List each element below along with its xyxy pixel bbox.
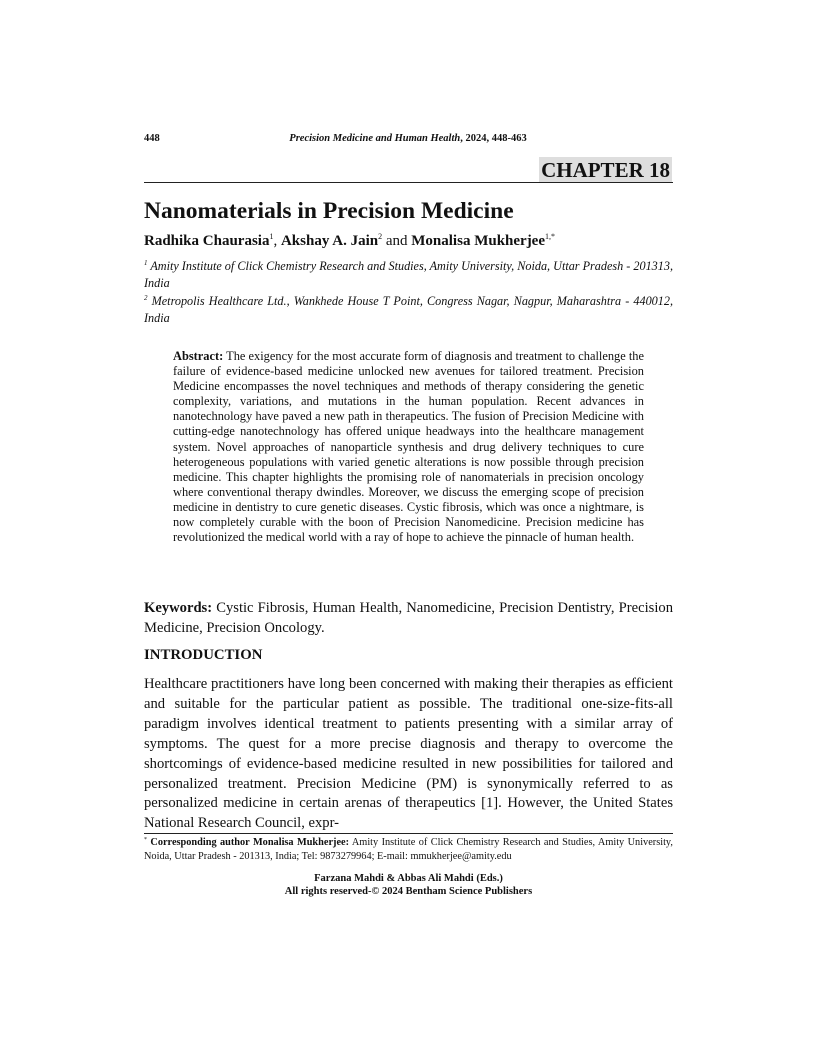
footnote-mark: * (144, 837, 147, 843)
affiliation-mark: 2 (144, 294, 148, 302)
affiliation (144, 293, 673, 327)
journal-title: Precision Medicine and Human Health (289, 133, 461, 144)
chapter-label: CHAPTER 18 (541, 158, 670, 182)
keywords (144, 598, 673, 638)
footnote (144, 836, 673, 863)
chapter-title: Nanomaterials in Precision Medicine (144, 198, 514, 224)
body-paragraph: Healthcare practitioners have long been concerned with making their therapies as efficient and suitable for the particular patient as possible. The traditional one-size-fits-all paradigm involves identical treatment to patients presenting with a similar array of symptoms. The quest for a more precise diagnosis and therapy to overcome the shortcomings of evidence-based medicine resulted in new possibilities for tailored and personalized treatment. Precision Medicine (PM) is synonymically referred to as personalized medicine in certain arenas of therapeutics [1]. However, the United States National Research Council, expr- (144, 676, 673, 832)
author-affiliation-mark: 2 (378, 232, 383, 241)
abstract (173, 349, 644, 545)
author-name: Akshay A. Jain (280, 233, 379, 249)
keywords-text: Cystic Fibrosis, Human Health, Nanomedicine, Precision Dentistry, Precision Medicine, Precision Oncology. (144, 600, 673, 636)
author-separator: and (382, 233, 412, 249)
author-name: Radhika Chaurasia (144, 233, 270, 249)
abstract-text: The exigency for the most accurate form of diagnosis and treatment to challenge the failure of evidence-based medicine unlocked new avenues for tailored treatment. Precision Medicine encompasses the novel techniques and methods of therapy considering the genetic complexity, variations, and mutations in the human population. Recent advances in nanotechnology have paved a new path in therapeutics. The fusion of Precision Medicine with cutting-edge nanotechnology has offered unique headways into the healthcare management system. Novel approaches of nanoparticle synthesis and drug delivery techniques to cure heterogeneous populations with varied genetic alterations is now possible through precision medicine. This chapter highlights the promising role of nanomaterials in precision oncology where conventional therapy dwindles. Moreover, we discuss the emerging scope of precision medicine in dentistry to cure genetic diseases. Cystic fibrosis, which was once a nightmare, is now completely curable with the boon of Precision Nanomedicine. Precision medicine has revolutionized the medical world with a ray of hope to achieve the pinnacle of human health. (173, 349, 644, 545)
page-number: 448 (144, 133, 160, 144)
author-affiliation-mark: 1 (269, 232, 274, 241)
affiliation-mark: 1 (144, 259, 148, 267)
header-divider (144, 182, 673, 183)
footnote-label: Corresponding author Monalisa Mukherjee: (147, 837, 350, 848)
author-name: Monalisa Mukherjee (411, 233, 545, 249)
running-head (144, 133, 672, 149)
affiliation (144, 258, 673, 292)
affiliation-text: Metropolis Healthcare Ltd., Wankhede House T Point, Congress Nagar, Nagpur, Maharashtra - 440012, India (144, 294, 673, 325)
author-list (144, 233, 555, 250)
footnote-divider (144, 833, 673, 834)
abstract-label: Abstract: (173, 349, 224, 363)
section-heading: INTRODUCTION (144, 647, 263, 663)
publisher-info (144, 872, 673, 898)
author-separator: , (273, 233, 281, 249)
author-affiliation-mark: 1,* (545, 232, 555, 241)
affiliation-text: Amity Institute of Click Chemistry Research and Studies, Amity University, Noida, Uttar Pradesh - 201313, India (144, 259, 673, 290)
journal-citation (144, 133, 672, 144)
footnote-text: Amity Institute of Click Chemistry Research and Studies, Amity University, Noida, Uttar Pradesh - 201313, India; Tel: 9873279964; E-mail: mmukherjee@amity.edu (144, 837, 673, 862)
rights-line: All rights reserved-© 2024 Bentham Science Publishers (284, 886, 533, 897)
journal-volume-pages: , 2024, 448-463 (460, 133, 527, 144)
keywords-label: Keywords: (144, 600, 213, 616)
editors-line: Farzana Mahdi & Abbas Ali Mahdi (Eds.) (314, 873, 503, 884)
